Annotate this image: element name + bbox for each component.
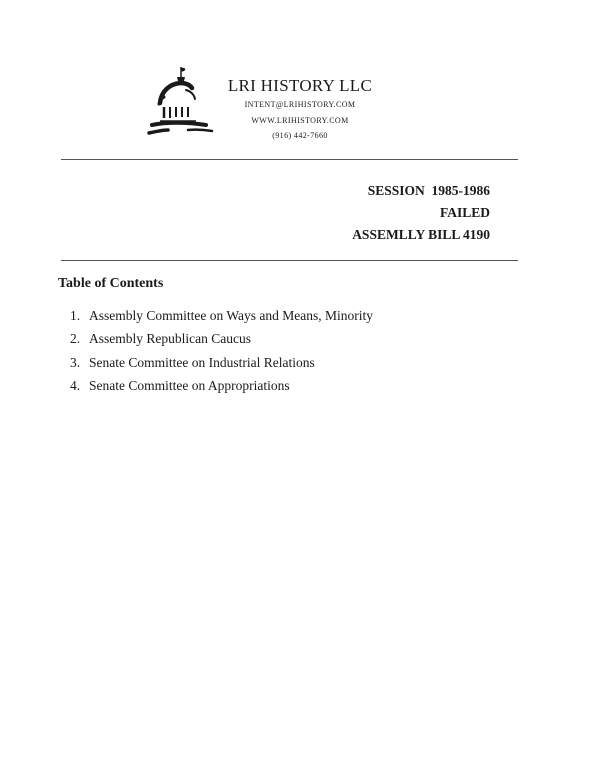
toc-item	[70, 329, 373, 352]
session-label: SESSION 1985-1986	[367, 183, 490, 198]
company-name: LRI HISTORY LLC	[227, 76, 373, 95]
bill-status: FAILED	[439, 205, 490, 220]
toc-item	[70, 376, 373, 399]
toc-item-number: 4.	[70, 377, 81, 393]
company-website: WWW.LRIHISTORY.COM	[251, 116, 349, 125]
toc-item-label: Assembly Republican Caucus	[89, 331, 251, 347]
bill-info	[352, 180, 490, 246]
toc-item-label: Senate Committee on Appropriations	[89, 377, 290, 393]
divider-bottom	[61, 260, 518, 261]
toc-item	[70, 353, 373, 376]
toc-item-number: 1.	[70, 308, 81, 323]
toc-item-number: 2.	[70, 331, 81, 347]
toc-item-label: Assembly Committee on Ways and Means, Minority	[89, 308, 374, 323]
toc-list	[70, 306, 373, 399]
toc-item	[70, 306, 373, 329]
toc-item-label: Senate Committee on Industrial Relations	[89, 354, 315, 370]
toc-title: Table of Contents	[58, 276, 164, 291]
divider-top	[61, 159, 518, 160]
company-phone: (916) 442-7660	[272, 131, 328, 140]
company-email: INTENT@LRIHISTORY.COM	[244, 100, 356, 109]
bill-number: ASSEMLLY BILL 4190	[352, 227, 490, 242]
toc-item-number: 3.	[70, 354, 81, 370]
